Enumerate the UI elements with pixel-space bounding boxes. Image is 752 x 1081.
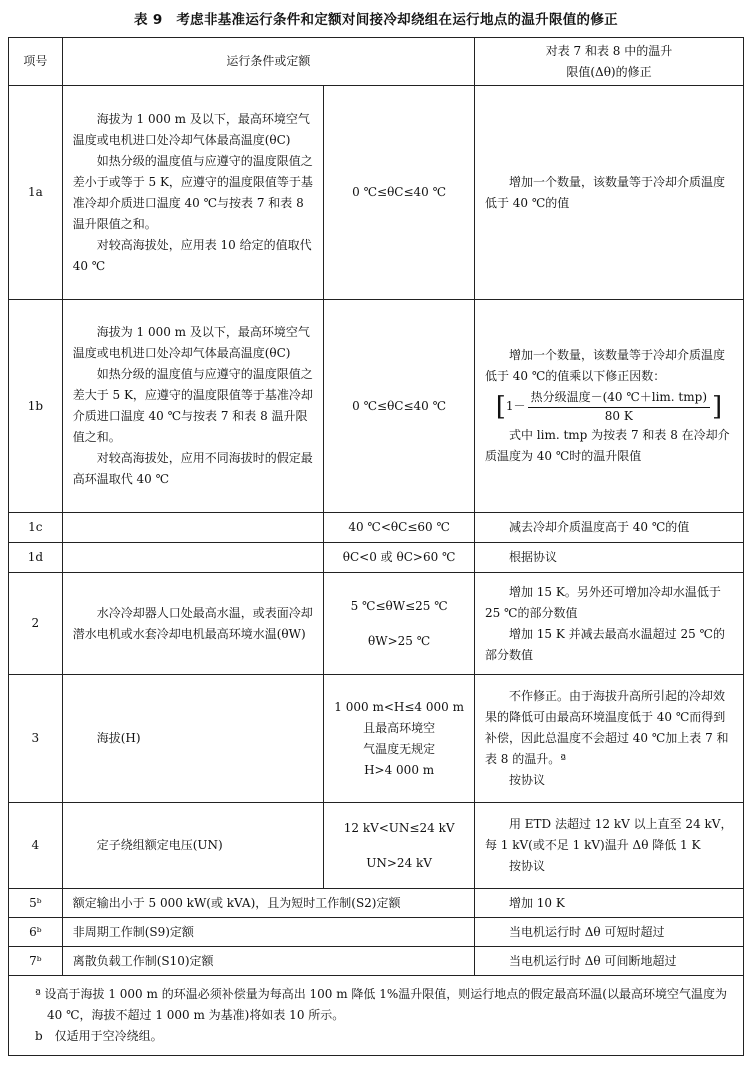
table-row-3 — [9, 675, 744, 803]
desc-paragraph: 对较高海拔处，应用表 10 给定的值取代 40 ℃ — [72, 237, 312, 273]
row-correction — [474, 513, 743, 543]
header-correction-line1: 对表 7 和表 8 中的温升 — [545, 43, 673, 58]
corr-paragraph: 增加 10 K — [508, 895, 565, 910]
row-description — [62, 803, 324, 889]
table-row-7 — [9, 947, 744, 976]
row-description: 额定输出小于 5 000 kW(或 kVA)，且为短时工作制(S2)定额 — [62, 889, 474, 918]
row-number: 3 — [9, 675, 63, 803]
footnote-a: ª 设高于海拔 1 000 m 的环温必须补偿量为每高出 100 m 降低 1%温升限值，则运行地点的假定最高环温(以最高环境空气温度为 40 ℃，海拔不超过 1 000 m 为基准)将如表 10 所示。 — [35, 987, 727, 1022]
row-correction — [474, 675, 743, 803]
desc-paragraph: 对较高海拔处，应用不同海拔时的假定最高环温取代 40 ℃ — [72, 451, 313, 486]
formula-denominator: 80 K — [604, 408, 633, 423]
left-bracket: [ — [495, 392, 506, 422]
condition-line: 12 kV<UN≤24 kV — [343, 820, 455, 835]
desc-paragraph: 水冷冷却器人口处最高水温，或表面冷却潜水电机或水套冷却电机最高环境水温(θW) — [72, 605, 313, 641]
table-row-1a — [9, 86, 744, 300]
formula-fraction — [528, 389, 710, 425]
row-description — [62, 300, 324, 513]
row-condition: 0 ℃≤θC≤40 ℃ — [324, 300, 475, 513]
row-condition — [324, 573, 475, 675]
row-correction — [474, 86, 743, 300]
condition-line: 气温度无规定 — [363, 741, 436, 756]
row-number: 1b — [9, 300, 63, 513]
row-correction — [474, 300, 743, 513]
corr-paragraph: 增加一个数量，该数量等于冷却介质温度低于 40 ℃的值乘以下修正因数： — [484, 348, 725, 384]
table-row-1d — [9, 543, 744, 573]
table-row-5 — [9, 889, 744, 918]
correction-formula — [485, 389, 733, 425]
corr-paragraph: 增加 15 K 并减去最高水温超过 25 ℃的部分数值 — [484, 626, 725, 662]
table-row-4 — [9, 803, 744, 889]
row-description: 离散负载工作制(S10)定额 — [62, 947, 474, 976]
right-bracket: ] — [712, 392, 723, 422]
corr-paragraph: 根据协议 — [508, 550, 557, 564]
formula-numerator: 热分级温度－(40 ℃＋lim. tmp) — [528, 389, 710, 407]
header-correction-line2: 限值(Δθ)的修正 — [566, 64, 652, 79]
row-correction — [474, 573, 743, 675]
row-number: 1d — [9, 543, 63, 573]
condition-line: 1 000 m<H≤4 000 m — [334, 699, 464, 714]
row-number: 5ᵇ — [9, 889, 63, 918]
row-correction — [474, 889, 743, 918]
row-condition: 0 ℃≤θC≤40 ℃ — [324, 86, 475, 300]
desc-paragraph: 定子绕组额定电压(UN) — [96, 838, 223, 852]
footnotes — [9, 976, 744, 1056]
header-condition: 运行条件或定额 — [62, 38, 474, 86]
desc-paragraph: 如热分级的温度值与应遵守的温度限值之差大于 5 K，应遵守的温度限值等于基准冷却介质进口温度 40 ℃与按表 7 和表 8 温升限值之和。 — [72, 367, 313, 444]
footnote-b: b 仅适用于空冷绕组。 — [35, 1029, 163, 1043]
row-description — [62, 543, 324, 573]
corr-paragraph: 按协议 — [508, 859, 545, 873]
corr-paragraph: 式中 lim. tmp 为按表 7 和表 8 在冷却介质温度为 40 ℃时的温升限值 — [484, 427, 730, 463]
desc-paragraph: 如热分级的温度值与应遵守的温度限值之差小于或等于 5 K，应遵守的温度限值等于基准冷却介质进口温度 40 ℃与按表 7 和表 8 温升限值之和。 — [72, 153, 313, 231]
condition-line: UN>24 kV — [366, 855, 432, 870]
desc-paragraph: 海拔(H) — [96, 731, 141, 745]
header-no: 项号 — [9, 38, 63, 86]
corr-paragraph: 增加 15 K。另外还可增加冷却水温低于 25 ℃的部分数值 — [484, 584, 721, 620]
corr-paragraph: 用 ETD 法超过 12 kV 以上直至 24 kV，每 1 kV(或不足 1 kV)温升 Δθ 降低 1 K — [484, 817, 733, 852]
corr-paragraph: 按协议 — [508, 773, 545, 787]
formula-lead: 1－ — [505, 399, 526, 414]
corr-paragraph: 不作修正。由于海拔升高所引起的冷却效果的降低可由最高环境温度低于 40 ℃而得到补偿，因此总温度不会超过 40 ℃加上表 7 和表 8 的温升。ª — [484, 689, 729, 766]
row-number: 6ᵇ — [9, 918, 63, 947]
row-correction — [474, 947, 743, 976]
row-number: 1a — [9, 86, 63, 300]
table-row-1c — [9, 513, 744, 543]
row-description — [62, 513, 324, 543]
condition-line: 且最高环境空 — [363, 720, 436, 735]
row-correction — [474, 803, 743, 889]
row-correction — [474, 543, 743, 573]
header-correction — [474, 38, 743, 86]
row-condition: 40 ℃<θC≤60 ℃ — [324, 513, 475, 543]
corr-paragraph: 增加一个数量，该数量等于冷却介质温度低于 40 ℃的值 — [484, 174, 725, 210]
condition-line: θW>25 ℃ — [368, 633, 431, 648]
corr-paragraph: 当电机运行时 Δθ 可短时超过 — [508, 924, 665, 939]
row-correction — [474, 918, 743, 947]
condition-line: H>4 000 m — [364, 762, 435, 777]
correction-table — [8, 37, 744, 1056]
row-description — [62, 573, 324, 675]
table-row-2 — [9, 573, 744, 675]
table-row-6 — [9, 918, 744, 947]
row-description: 非周期工作制(S9)定额 — [62, 918, 474, 947]
footnotes-row — [9, 976, 744, 1056]
table-row-1b — [9, 300, 744, 513]
desc-paragraph: 海拔为 1 000 m 及以下，最高环境空气温度或电机进口处冷却气体最高温度(θC) — [72, 111, 310, 147]
row-number: 7ᵇ — [9, 947, 63, 976]
row-condition: θC<0 或 θC>60 ℃ — [324, 543, 475, 573]
condition-line: 5 ℃≤θW≤25 ℃ — [350, 598, 448, 613]
row-number: 4 — [9, 803, 63, 889]
table-header-row — [9, 38, 744, 86]
table-title: 表 9 考虑非基准运行条件和定额对间接冷却绕组在运行地点的温升限值的修正 — [134, 12, 618, 28]
corr-paragraph: 当电机运行时 Δθ 可间断地超过 — [508, 953, 677, 968]
row-number: 2 — [9, 573, 63, 675]
desc-paragraph: 海拔为 1 000 m 及以下，最高环境空气温度或电机进口处冷却气体最高温度(θC) — [72, 325, 310, 360]
row-description — [62, 86, 324, 300]
row-description — [62, 675, 324, 803]
row-condition — [324, 803, 475, 889]
corr-paragraph: 减去冷却介质温度高于 40 ℃的值 — [508, 520, 690, 534]
row-condition — [324, 675, 475, 803]
row-number: 1c — [9, 513, 63, 543]
